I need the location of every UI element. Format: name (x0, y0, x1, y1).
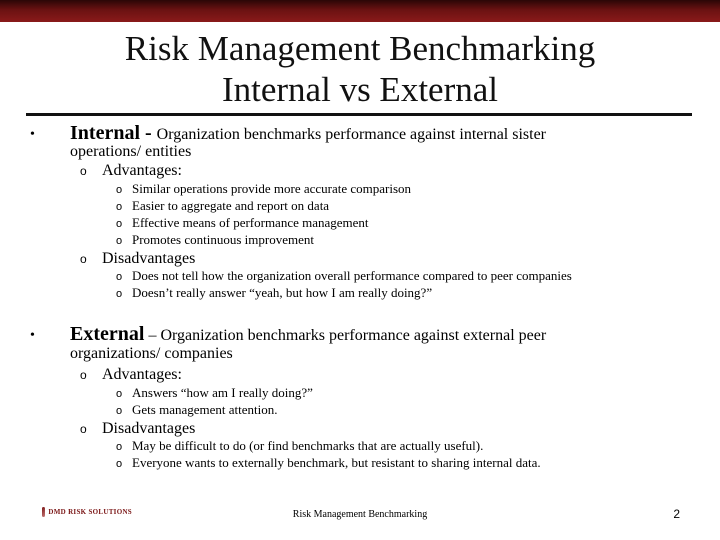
disadvantage-text: Everyone wants to externally benchmark, but resistant to sharing internal data. (132, 455, 541, 470)
advantages-label: Advantages: (102, 366, 182, 383)
external-description: – Organization benchmarks performance against external peer (144, 327, 547, 344)
logo-emblem-icon (42, 507, 45, 517)
sub-marker: o (116, 405, 123, 417)
bullet-internal-line1 (70, 124, 690, 144)
list-item (116, 181, 411, 198)
external-advantages-heading (80, 366, 182, 384)
internal-description: Organization benchmarks performance against internal sister (156, 126, 547, 143)
sub-marker: o (116, 388, 123, 400)
slide-title (0, 28, 720, 110)
bullet-internal (0, 124, 720, 160)
sub-marker: o (116, 441, 123, 453)
sub-marker: o (116, 458, 123, 470)
disadvantage-text: Does not tell how the organization overall performance compared to peer companies (132, 268, 572, 283)
list-item (116, 455, 541, 472)
external-disadvantages-heading (80, 420, 195, 438)
logo-text: DMD RISK SOLUTIONS (48, 508, 132, 516)
term-external: External (70, 323, 145, 345)
bullet-external-line1 (70, 325, 690, 345)
list-item (116, 268, 572, 285)
advantages-label: Advantages: (102, 162, 182, 179)
disadvantage-text: May be difficult to do (or find benchmarks that are actually useful). (132, 438, 484, 453)
title-line-1: Risk Management Benchmarking (124, 29, 596, 68)
advantage-text: Similar operations provide more accurate comparison (132, 181, 412, 196)
bullet-external (0, 325, 720, 361)
list-item (116, 285, 432, 302)
sub-marker: o (116, 184, 123, 196)
sub-marker: o (80, 422, 87, 436)
footer-title: Risk Management Benchmarking (292, 509, 428, 520)
top-banner (0, 0, 720, 22)
sub-marker: o (116, 271, 123, 283)
advantage-text: Effective means of performance management (132, 215, 369, 230)
bullet-marker: • (30, 127, 35, 142)
list-item (116, 215, 369, 232)
list-item (116, 438, 483, 455)
internal-description-cont: operations/ entities (70, 143, 192, 160)
sub-marker: o (116, 235, 123, 247)
advantage-text: Answers “how am I really doing?” (132, 385, 313, 400)
sub-marker: o (116, 218, 123, 230)
internal-advantages-heading (80, 162, 182, 180)
advantage-text: Gets management attention. (132, 402, 278, 417)
sub-marker: o (80, 252, 87, 266)
sub-marker: o (116, 288, 123, 300)
bullet-marker: • (30, 328, 35, 343)
page-number: 2 (673, 507, 680, 521)
external-description-cont: organizations/ companies (70, 345, 233, 362)
sub-marker: o (80, 368, 87, 382)
list-item (116, 198, 329, 215)
internal-disadvantages-heading (80, 250, 195, 268)
title-divider (26, 113, 692, 116)
list-item (116, 402, 277, 419)
sub-marker: o (116, 201, 123, 213)
sub-marker: o (80, 164, 87, 178)
advantage-text: Promotes continuous improvement (132, 232, 314, 247)
list-item (116, 232, 314, 249)
company-logo (42, 505, 132, 519)
advantage-text: Easier to aggregate and report on data (132, 198, 330, 213)
title-line-2: Internal vs External (221, 70, 498, 109)
list-item (116, 385, 313, 402)
disadvantages-label: Disadvantages (102, 420, 196, 437)
disadvantages-label: Disadvantages (102, 250, 196, 267)
disadvantage-text: Doesn’t really answer “yeah, but how I am really doing?” (132, 285, 433, 300)
term-internal: Internal - (70, 122, 157, 144)
